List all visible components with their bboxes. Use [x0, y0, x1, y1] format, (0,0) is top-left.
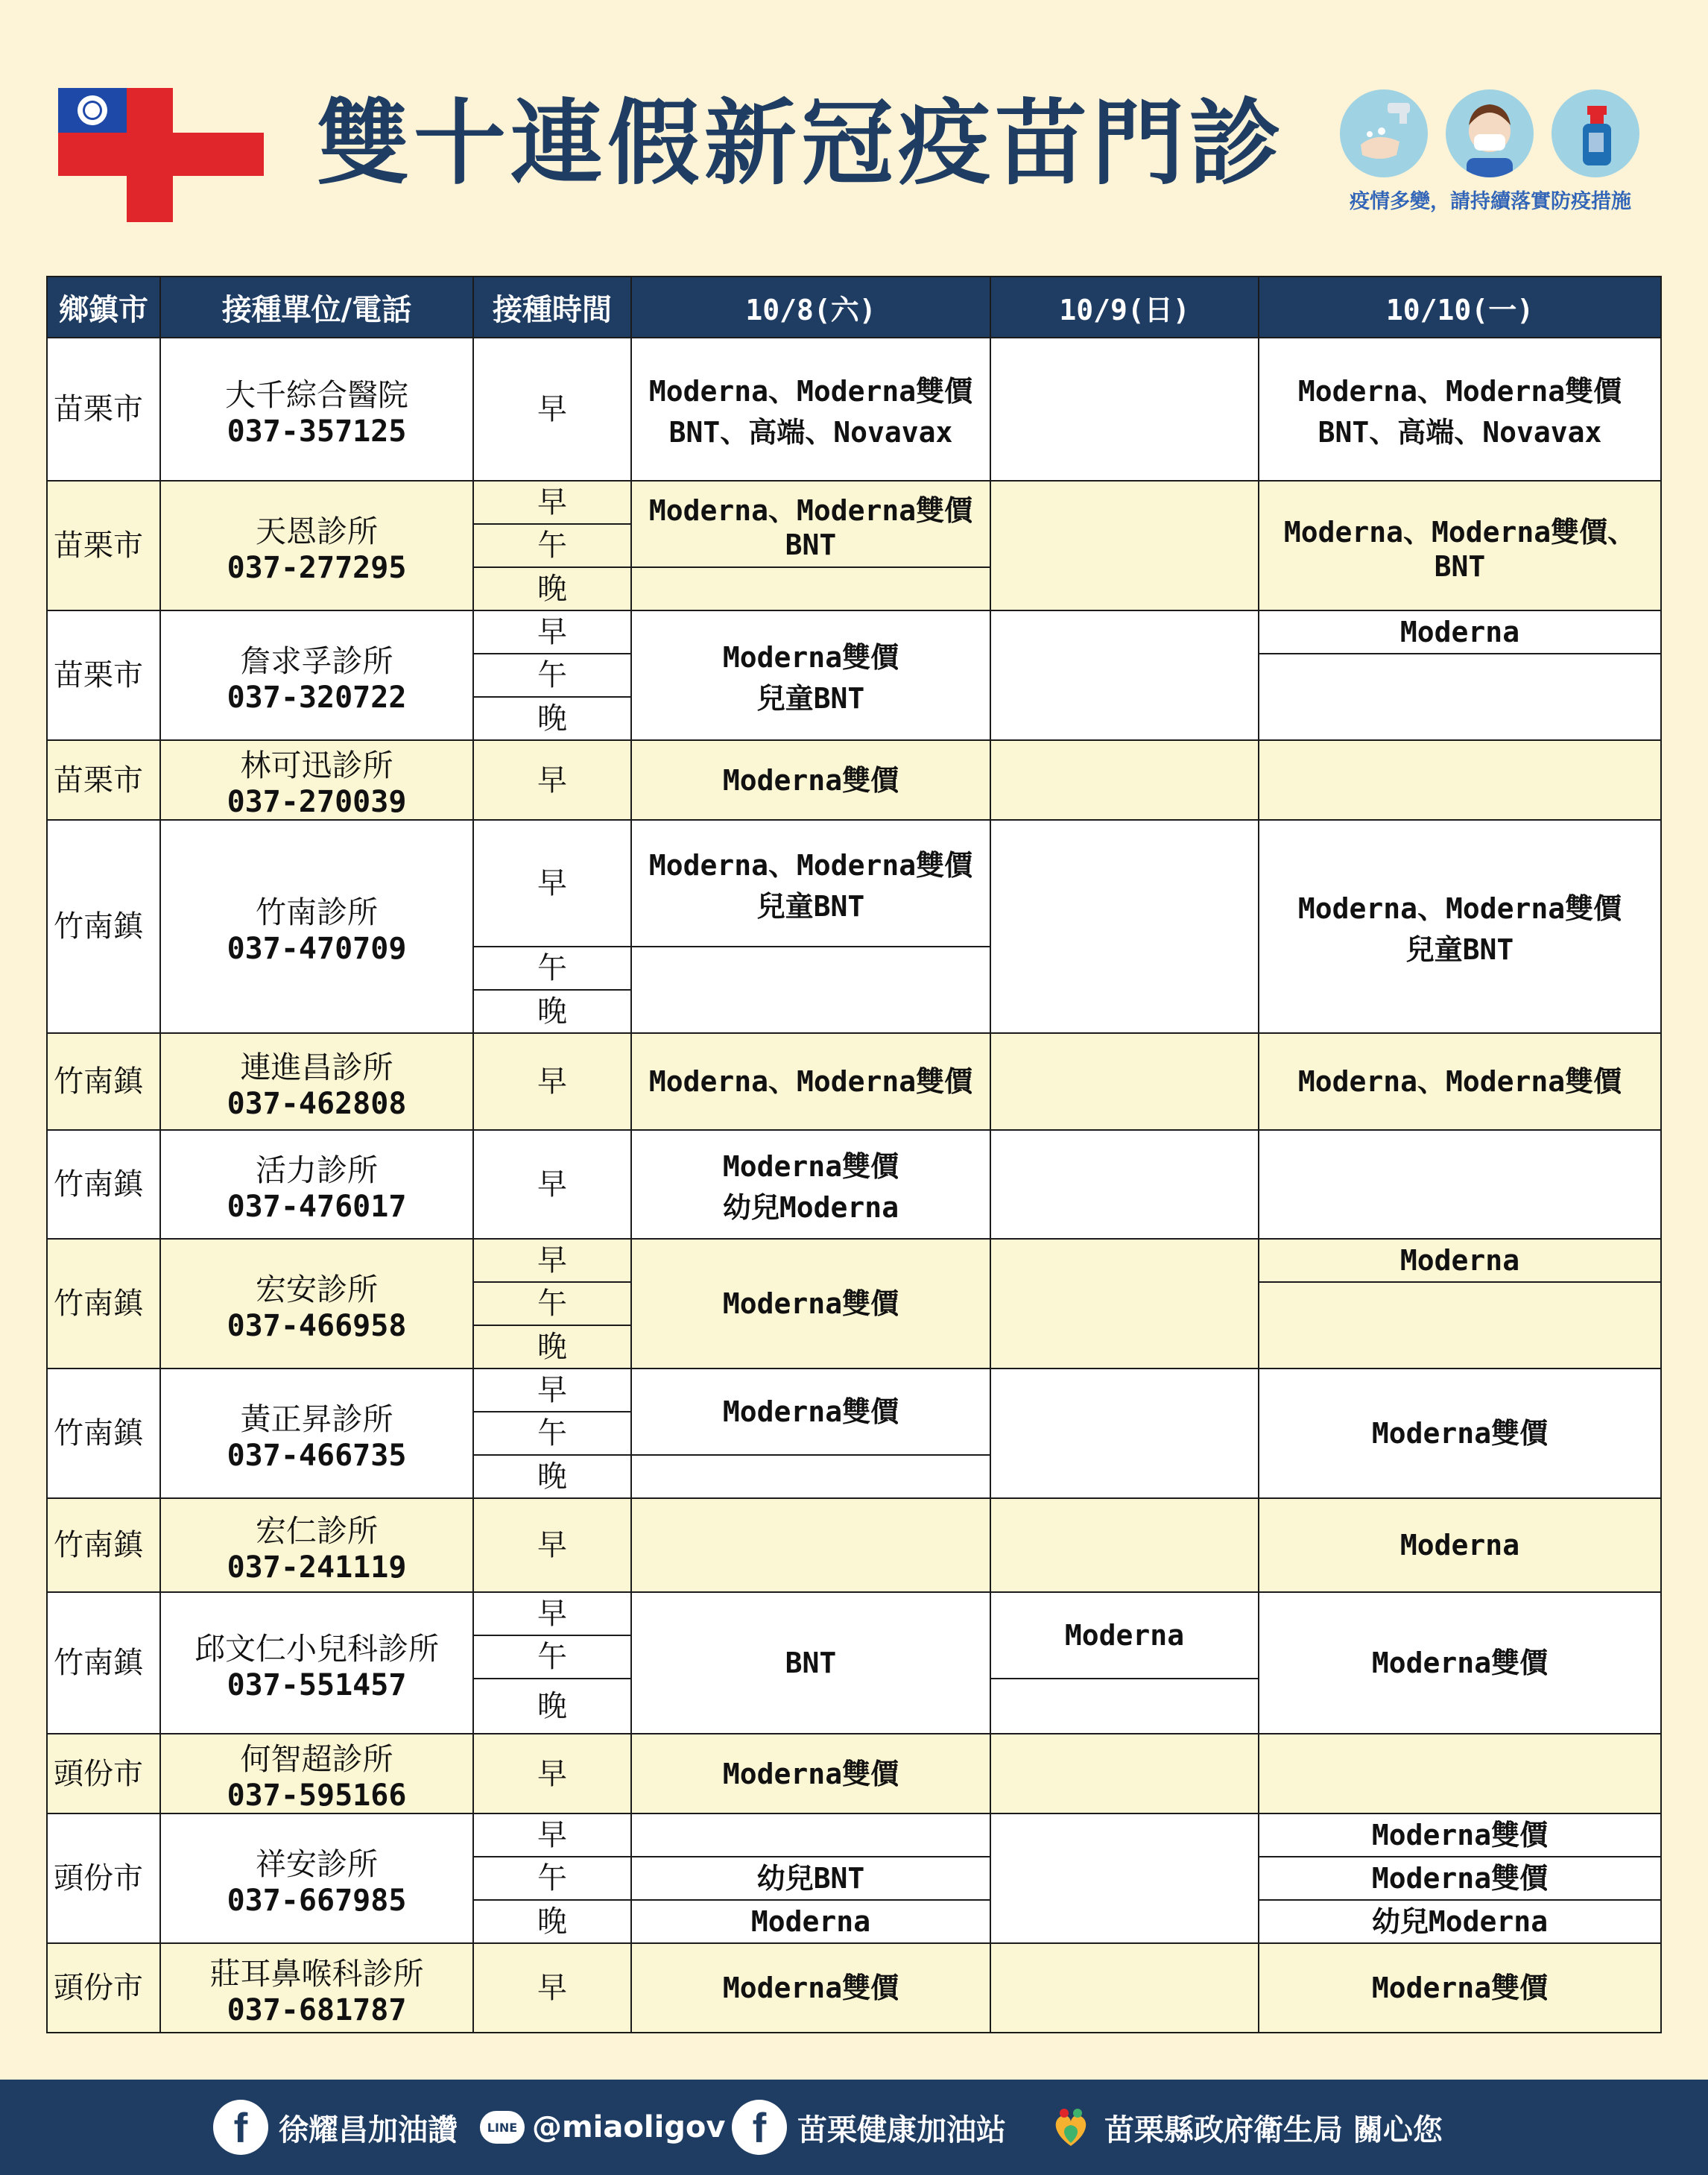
vaccine-cell: Moderna雙價	[631, 1734, 990, 1813]
vaccine-cell: Moderna雙價	[631, 1369, 990, 1455]
time-cell: 早	[473, 1734, 631, 1813]
empty-cell	[990, 1369, 1259, 1498]
empty-cell	[990, 820, 1259, 1033]
time-cell: 早	[473, 338, 631, 481]
town-cell: 頭份市	[47, 1943, 160, 2033]
spray-bottle-icon	[1552, 89, 1639, 177]
vaccine-cell: Moderna、Moderna雙價 BNT、高端、Novavax	[631, 338, 990, 481]
unit-cell: 莊耳鼻喉科診所 037-681787	[160, 1943, 473, 2033]
time-cell: 午	[473, 654, 631, 697]
town-cell: 苗栗市	[47, 610, 160, 740]
time-cell: 晚	[473, 697, 631, 740]
time-cell: 午	[473, 1412, 631, 1455]
vaccine-cell: Moderna雙價 兒童BNT	[631, 610, 990, 740]
unit-cell: 竹南診所 037-470709	[160, 820, 473, 1033]
empty-cell	[1259, 1282, 1661, 1369]
header-date-10-10: 10/10(一)	[1259, 277, 1661, 338]
vaccine-cell: Moderna、Moderna雙價	[631, 1033, 990, 1130]
header-town: 鄉鎮市	[47, 277, 160, 338]
vaccine-schedule-table	[46, 276, 1660, 2027]
facebook-icon: f	[732, 2100, 787, 2155]
time-cell: 早	[473, 740, 631, 820]
empty-cell	[990, 1130, 1259, 1239]
unit-cell: 何智超診所 037-595166	[160, 1734, 473, 1813]
header-date-10-8: 10/8(六)	[631, 277, 990, 338]
time-cell: 午	[473, 524, 631, 567]
hand-wash-icon	[1340, 89, 1428, 177]
unit-cell: 詹求孚診所 037-320722	[160, 610, 473, 740]
vaccine-cell: Moderna雙價	[631, 740, 990, 820]
header-unit: 接種單位/電話	[160, 277, 473, 338]
unit-cell: 宏仁診所 037-241119	[160, 1498, 473, 1592]
unit-cell: 林可迅診所 037-270039	[160, 740, 473, 820]
table-row	[47, 1369, 1661, 1412]
town-cell: 竹南鎮	[47, 1498, 160, 1592]
unit-cell: 邱文仁小兒科診所 037-551457	[160, 1592, 473, 1734]
unit-phone: 037-357125	[227, 414, 407, 449]
table-row	[47, 481, 1661, 524]
table-row	[47, 610, 1661, 654]
vaccine-cell: Moderna、Moderna雙價	[1259, 1033, 1661, 1130]
vaccine-cell: 幼兒Moderna	[1259, 1900, 1661, 1943]
unit-cell: 連進昌診所 037-462808	[160, 1033, 473, 1130]
town-cell: 頭份市	[47, 1813, 160, 1943]
page-title: 雙十連假新冠疫苗門診	[317, 90, 1286, 198]
vaccine-cell: Moderna、Moderna雙價 兒童BNT	[1259, 820, 1661, 1033]
empty-cell	[990, 610, 1259, 740]
facebook-link-governor[interactable]	[213, 2080, 458, 2175]
health-bureau-credit	[1048, 2080, 1443, 2175]
empty-cell	[990, 1239, 1259, 1369]
table-header-row	[47, 277, 1661, 338]
vaccine-cell: Moderna雙價	[1259, 1813, 1661, 1857]
vaccine-cell: Moderna	[1259, 610, 1661, 654]
table-row	[47, 1813, 1661, 1857]
time-cell: 晚	[473, 990, 631, 1033]
time-cell: 早	[473, 820, 631, 947]
vaccine-cell: Moderna、Moderna雙價 BNT、高端、Novavax	[1259, 338, 1661, 481]
empty-cell	[1259, 1734, 1661, 1813]
empty-cell	[990, 1679, 1259, 1734]
time-cell: 早	[473, 1130, 631, 1239]
time-cell: 晚	[473, 1679, 631, 1734]
vaccine-cell: Moderna雙價	[1259, 1592, 1661, 1734]
time-cell: 早	[473, 1369, 631, 1412]
line-icon: LINE	[480, 2111, 525, 2144]
header-time: 接種時間	[473, 277, 631, 338]
empty-cell	[631, 1498, 990, 1592]
time-cell: 早	[473, 610, 631, 654]
town-cell: 竹南鎮	[47, 1239, 160, 1369]
time-cell: 午	[473, 947, 631, 990]
table-row	[47, 1592, 1661, 1635]
vaccine-cell: Moderna、Moderna雙價 兒童BNT	[631, 820, 990, 947]
time-cell: 午	[473, 1282, 631, 1325]
time-cell: 早	[473, 1498, 631, 1592]
unit-cell: 黃正昇診所 037-466735	[160, 1369, 473, 1498]
vaccine-cell: Moderna	[1259, 1239, 1661, 1282]
vaccine-cell: Moderna雙價	[1259, 1857, 1661, 1900]
time-cell: 晚	[473, 1900, 631, 1943]
table-row	[47, 820, 1661, 947]
unit-cell: 天恩診所 037-277295	[160, 481, 473, 610]
town-cell: 竹南鎮	[47, 1369, 160, 1498]
vaccine-cell: Moderna雙價	[1259, 1369, 1661, 1498]
flag-cross-logo	[58, 88, 264, 222]
empty-cell	[1259, 1130, 1661, 1239]
time-cell: 早	[473, 1033, 631, 1130]
time-cell: 早	[473, 481, 631, 524]
town-cell: 竹南鎮	[47, 1592, 160, 1734]
unit-name: 大千綜合醫院	[225, 376, 408, 413]
unit-cell: 活力診所 037-476017	[160, 1130, 473, 1239]
line-link[interactable]	[480, 2080, 725, 2175]
time-cell: 早	[473, 1592, 631, 1635]
town-cell: 苗栗市	[47, 481, 160, 610]
time-cell: 晚	[473, 567, 631, 610]
empty-cell	[1259, 740, 1661, 820]
vaccine-cell: Moderna雙價	[631, 1239, 990, 1369]
table-row	[47, 1130, 1661, 1239]
empty-cell	[990, 338, 1259, 481]
empty-cell	[631, 947, 990, 1033]
time-cell: 早	[473, 1943, 631, 2033]
footer-fb2-label: 苗栗健康加油站	[797, 2112, 1006, 2147]
vaccine-cell: Moderna、Moderna雙價 BNT	[631, 481, 990, 567]
vaccine-cell: Moderna、Moderna雙價、 BNT	[1259, 481, 1661, 610]
empty-cell	[990, 1734, 1259, 1813]
empty-cell	[1259, 654, 1661, 740]
table-row	[47, 1239, 1661, 1282]
time-cell: 早	[473, 1239, 631, 1282]
town-cell: 竹南鎮	[47, 820, 160, 1033]
footer-org-label: 苗栗縣政府衛生局 關心您	[1104, 2112, 1443, 2147]
time-cell: 晚	[473, 1325, 631, 1369]
header-date-10-9: 10/9(日)	[990, 277, 1259, 338]
vaccine-cell: Moderna	[990, 1592, 1259, 1679]
town-cell: 苗栗市	[47, 338, 160, 481]
vaccine-cell: 幼兒BNT	[631, 1857, 990, 1900]
town-cell: 竹南鎮	[47, 1033, 160, 1130]
vaccine-cell: Moderna雙價	[1259, 1943, 1661, 2033]
town-cell: 苗栗市	[47, 740, 160, 820]
facebook-link-health[interactable]	[732, 2080, 1006, 2175]
vaccine-cell: Moderna	[1259, 1498, 1661, 1592]
empty-cell	[631, 1813, 990, 1857]
empty-cell	[631, 567, 990, 610]
time-cell: 午	[473, 1857, 631, 1900]
table-row	[47, 1734, 1661, 1813]
table-row	[47, 338, 1661, 481]
vaccine-cell: Moderna	[631, 1900, 990, 1943]
table-row	[47, 1498, 1661, 1592]
prevention-icons	[1334, 89, 1647, 186]
unit-cell: 祥安診所 037-667985	[160, 1813, 473, 1943]
table-row	[47, 1033, 1661, 1130]
empty-cell	[990, 1033, 1259, 1130]
empty-cell	[990, 1498, 1259, 1592]
time-cell: 晚	[473, 1455, 631, 1498]
unit-cell: 宏安診所 037-466958	[160, 1239, 473, 1369]
unit-cell	[160, 338, 473, 481]
empty-cell	[990, 1813, 1259, 1943]
health-bureau-logo-icon	[1048, 2104, 1094, 2150]
empty-cell	[631, 1455, 990, 1498]
facebook-icon: f	[213, 2100, 268, 2155]
footer	[0, 2080, 1708, 2175]
town-cell: 頭份市	[47, 1734, 160, 1813]
time-cell: 午	[473, 1635, 631, 1679]
empty-cell	[990, 740, 1259, 820]
footer-fb1-label: 徐耀昌加油讚	[279, 2112, 458, 2147]
mask-person-icon	[1446, 89, 1534, 177]
vaccine-cell: BNT	[631, 1592, 990, 1734]
empty-cell	[990, 1943, 1259, 2033]
empty-cell	[990, 481, 1259, 610]
time-cell: 早	[473, 1813, 631, 1857]
table-row	[47, 1943, 1661, 2033]
header	[0, 0, 1708, 268]
footer-line-label: @miaoligov	[532, 2110, 726, 2144]
vaccine-cell: Moderna雙價	[631, 1943, 990, 2033]
town-cell: 竹南鎮	[47, 1130, 160, 1239]
vaccine-cell: Moderna雙價 幼兒Moderna	[631, 1130, 990, 1239]
table-row	[47, 740, 1661, 820]
tagline: 疫情多變，請持續落實防疫措施	[1350, 190, 1631, 213]
